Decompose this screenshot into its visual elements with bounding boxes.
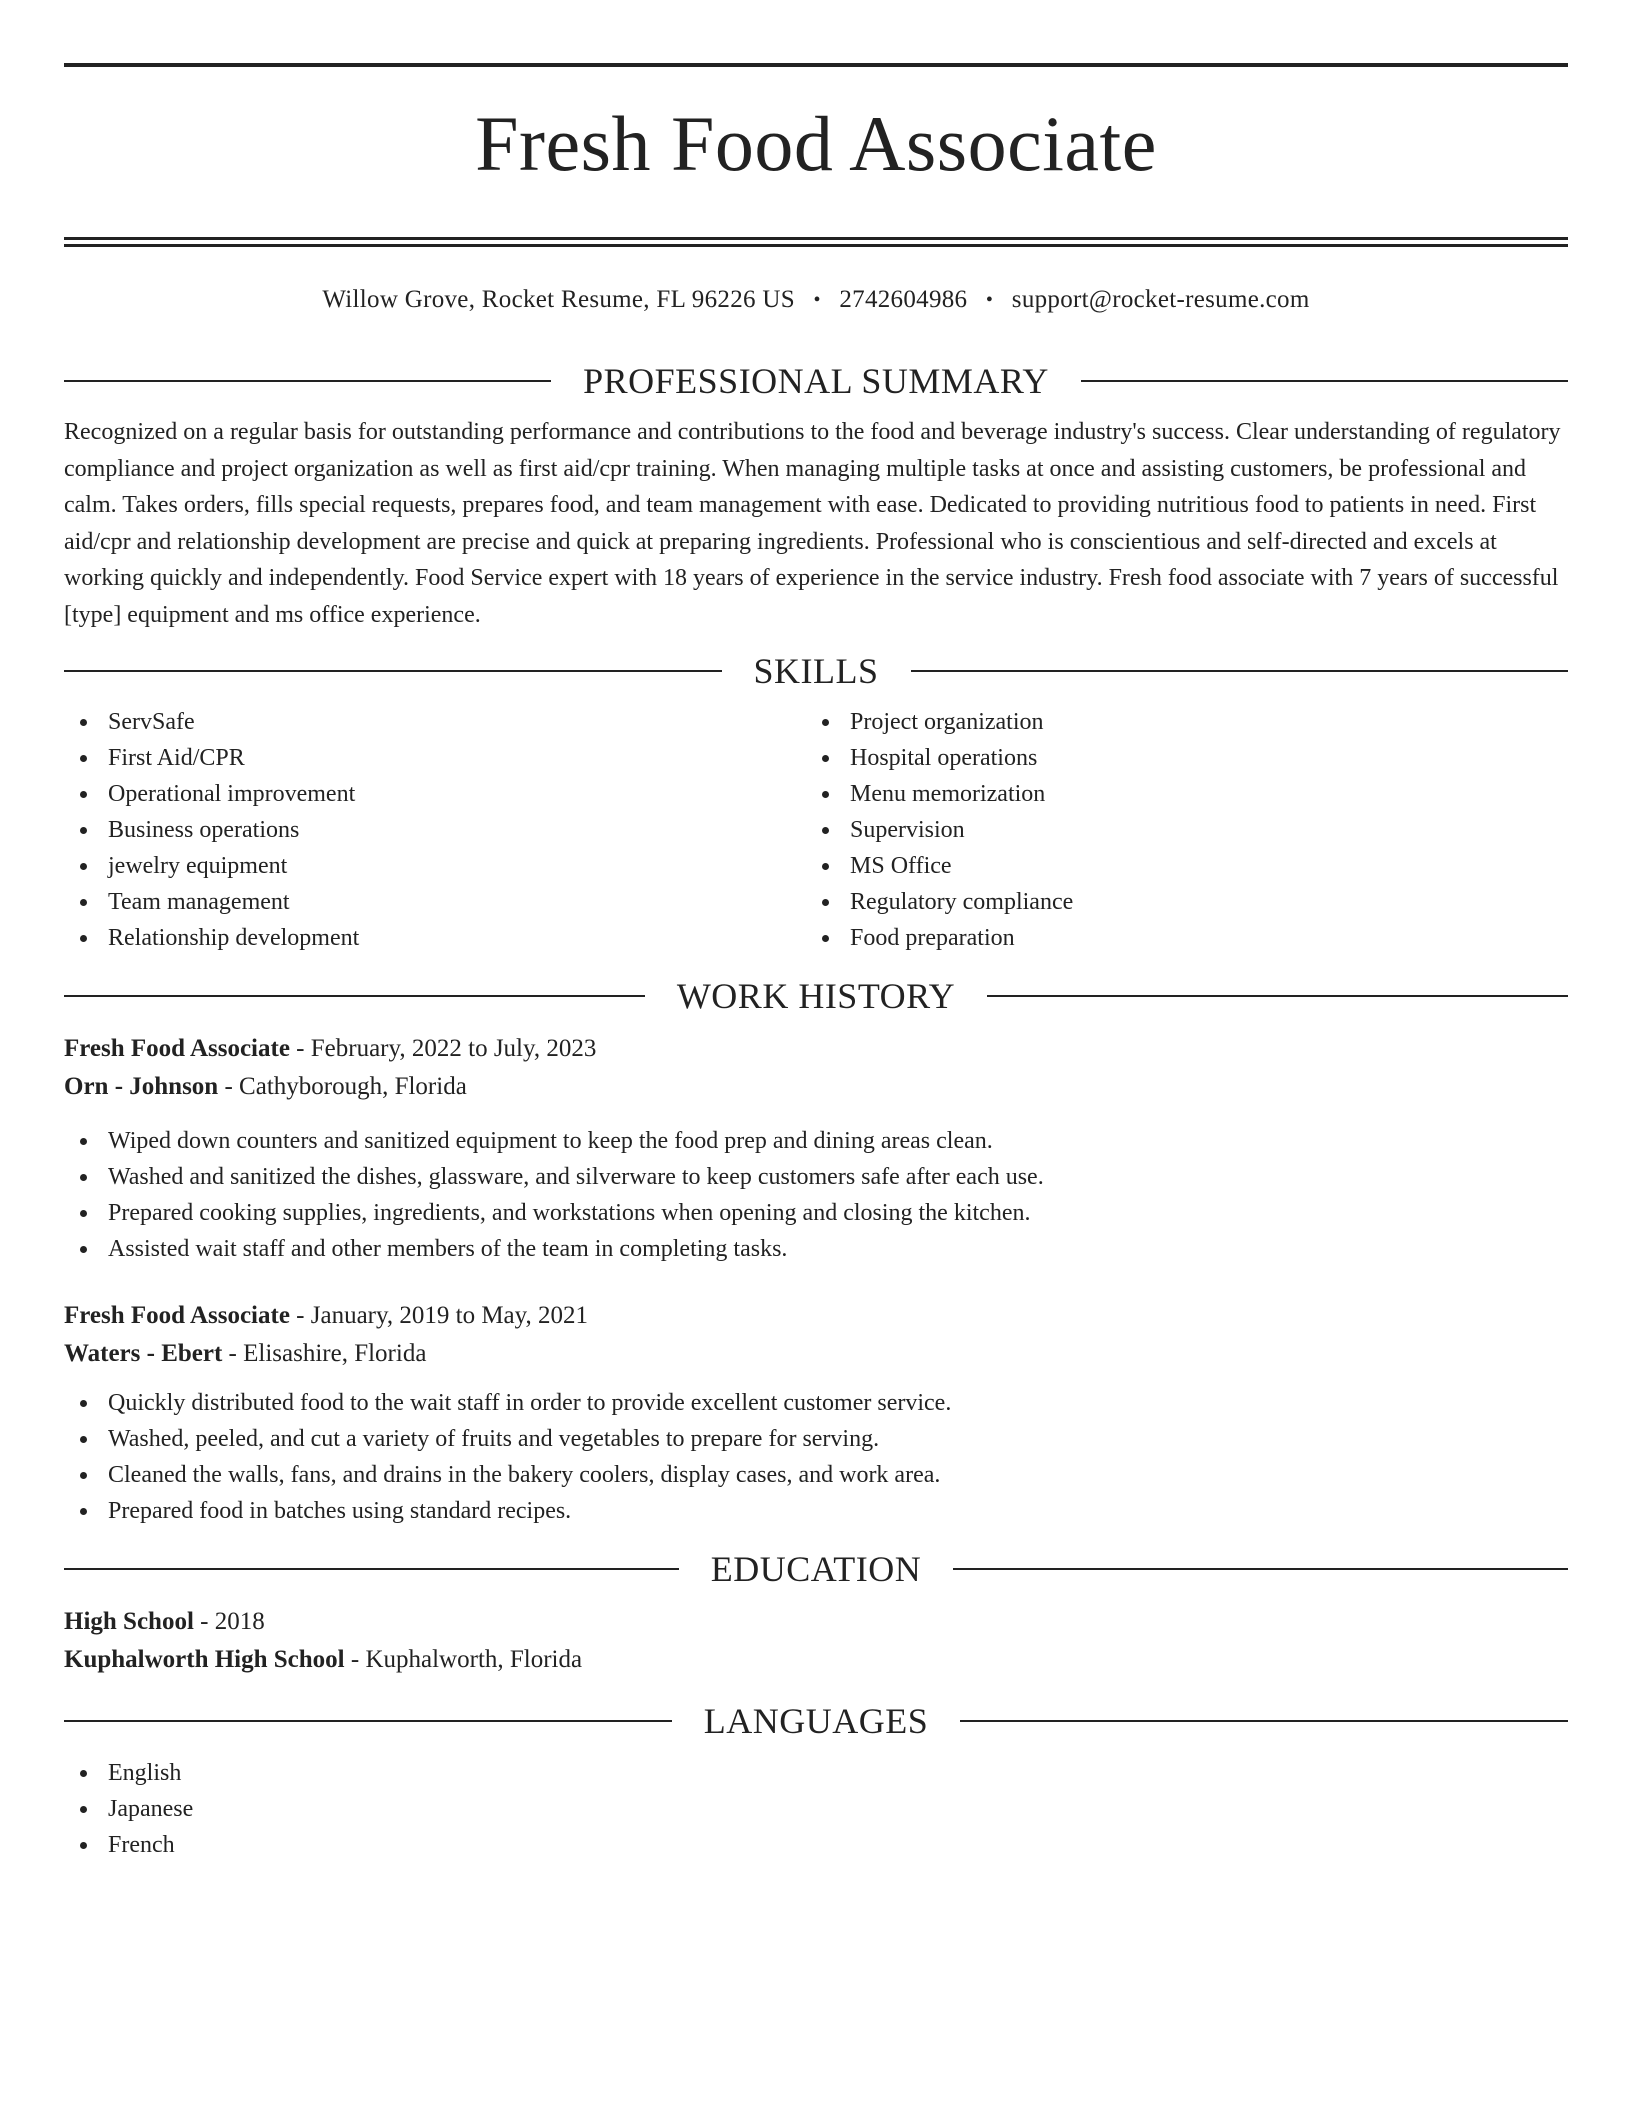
contact-address: Willow Grove, Rocket Resume, FL 96226 US	[322, 286, 795, 313]
job-company-line	[64, 1335, 1568, 1373]
education-entry	[64, 1603, 1568, 1679]
job-duties	[64, 1123, 1568, 1267]
job-company: Orn - Johnson	[64, 1073, 219, 1100]
skill-item: Regulatory compliance	[806, 884, 1548, 920]
duty-item: Washed and sanitized the dishes, glassware, and silverware to keep customers safe after each use.	[64, 1159, 1568, 1195]
section-title: WORK HISTORY	[676, 976, 956, 1016]
job-title: Fresh Food Associate	[64, 1035, 290, 1062]
skill-item: Relationship development	[64, 920, 806, 956]
skills-column-left	[64, 704, 806, 956]
heading-rule	[987, 995, 1568, 997]
job-title-line	[64, 1030, 1568, 1068]
section-heading-summary	[64, 359, 1568, 403]
language-item: English	[64, 1755, 1568, 1791]
contact-separator: •	[985, 289, 994, 311]
language-item: Japanese	[64, 1791, 1568, 1827]
education-degree: High School	[64, 1608, 194, 1635]
contact-phone: 2742604986	[839, 286, 968, 313]
skill-item: First Aid/CPR	[64, 740, 806, 776]
section-heading-languages	[64, 1699, 1568, 1743]
language-item: French	[64, 1827, 1568, 1863]
skills-column-right	[806, 704, 1548, 956]
job-company: Waters - Ebert	[64, 1340, 223, 1367]
duty-item: Prepared cooking supplies, ingredients, and workstations when opening and closing the kitchen.	[64, 1195, 1568, 1231]
education-school-line	[64, 1641, 1568, 1679]
skill-item: Menu memorization	[806, 776, 1548, 812]
job-location: - Cathyborough, Florida	[218, 1073, 467, 1100]
section-title: SKILLS	[753, 651, 879, 691]
skill-item: Supervision	[806, 812, 1548, 848]
summary-text: Recognized on a regular basis for outstanding performance and contributions to the food and beverage industry's success. Clear understanding of regulatory compliance and project organization as well as first aid/cpr training. When managing multiple tasks at once and assisting customers, be professional and calm. Takes orders, fills special requests, prepares food, and team management with ease. Dedicated to providing nutritious food to patients in need. First aid/cpr and relationship development are precise and quick at preparing ingredients. Professional who is conscientious and self-directed and excels at working quickly and independently. Food Service expert with 18 years of experience in the service industry. Fresh food associate with 7 years of successful [type] equipment and ms office experience.	[64, 419, 1561, 628]
double-rule	[64, 237, 1568, 247]
education-year: - 2018	[193, 1608, 265, 1635]
heading-rule	[64, 1720, 672, 1722]
duty-item: Assisted wait staff and other members of the team in completing tasks.	[64, 1231, 1568, 1267]
heading-rule	[64, 995, 645, 997]
job-dates: - February, 2022 to July, 2023	[289, 1035, 597, 1062]
skills-list	[64, 704, 1568, 956]
job-dates: - January, 2019 to May, 2021	[289, 1302, 589, 1329]
heading-rule	[911, 670, 1569, 672]
section-title: EDUCATION	[710, 1549, 922, 1589]
duty-item: Quickly distributed food to the wait staff in order to provide excellent customer service.	[64, 1385, 1568, 1421]
duty-item: Cleaned the walls, fans, and drains in the bakery coolers, display cases, and work area.	[64, 1457, 1568, 1493]
job-entry	[64, 1297, 1568, 1529]
contact-email: support@rocket-resume.com	[1011, 286, 1310, 313]
heading-rule	[960, 1720, 1568, 1722]
section-title: PROFESSIONAL SUMMARY	[583, 361, 1049, 401]
skill-item: Hospital operations	[806, 740, 1548, 776]
education-school: Kuphalworth High School	[64, 1646, 345, 1673]
skill-item: MS Office	[806, 848, 1548, 884]
section-heading-education	[64, 1547, 1568, 1591]
contact-separator: •	[813, 289, 821, 311]
languages-list	[64, 1755, 1568, 1863]
heading-rule	[953, 1568, 1568, 1570]
section-heading-work	[64, 974, 1568, 1018]
resume-content	[64, 63, 1568, 1863]
skill-item: Business operations	[64, 812, 806, 848]
skill-item: Food preparation	[806, 920, 1548, 956]
job-entry	[64, 1030, 1568, 1267]
job-company-line	[64, 1068, 1568, 1106]
duty-item: Wiped down counters and sanitized equipment to keep the food prep and dining areas clean.	[64, 1123, 1568, 1159]
contact-line	[64, 282, 1568, 317]
duty-item: Prepared food in batches using standard recipes.	[64, 1493, 1568, 1529]
job-title: Fresh Food Associate	[64, 1302, 290, 1329]
job-location: - Elisashire, Florida	[222, 1340, 427, 1367]
education-degree-line	[64, 1603, 1568, 1641]
job-title-line	[64, 1297, 1568, 1335]
job-duties	[64, 1385, 1568, 1529]
skill-item: Team management	[64, 884, 806, 920]
heading-rule	[64, 670, 722, 672]
skill-item: Operational improvement	[64, 776, 806, 812]
heading-rule	[64, 1568, 679, 1570]
section-heading-skills	[64, 649, 1568, 693]
heading-rule	[64, 380, 551, 382]
education-location: - Kuphalworth, Florida	[344, 1646, 583, 1673]
heading-rule	[1081, 380, 1568, 382]
skill-item: Project organization	[806, 704, 1548, 740]
duty-item: Washed, peeled, and cut a variety of fruits and vegetables to prepare for serving.	[64, 1421, 1568, 1457]
skill-item: jewelry equipment	[64, 848, 806, 884]
page-title: Fresh Food Associate	[475, 100, 1157, 187]
skill-item: ServSafe	[64, 704, 806, 740]
section-title: LANGUAGES	[703, 1701, 929, 1741]
